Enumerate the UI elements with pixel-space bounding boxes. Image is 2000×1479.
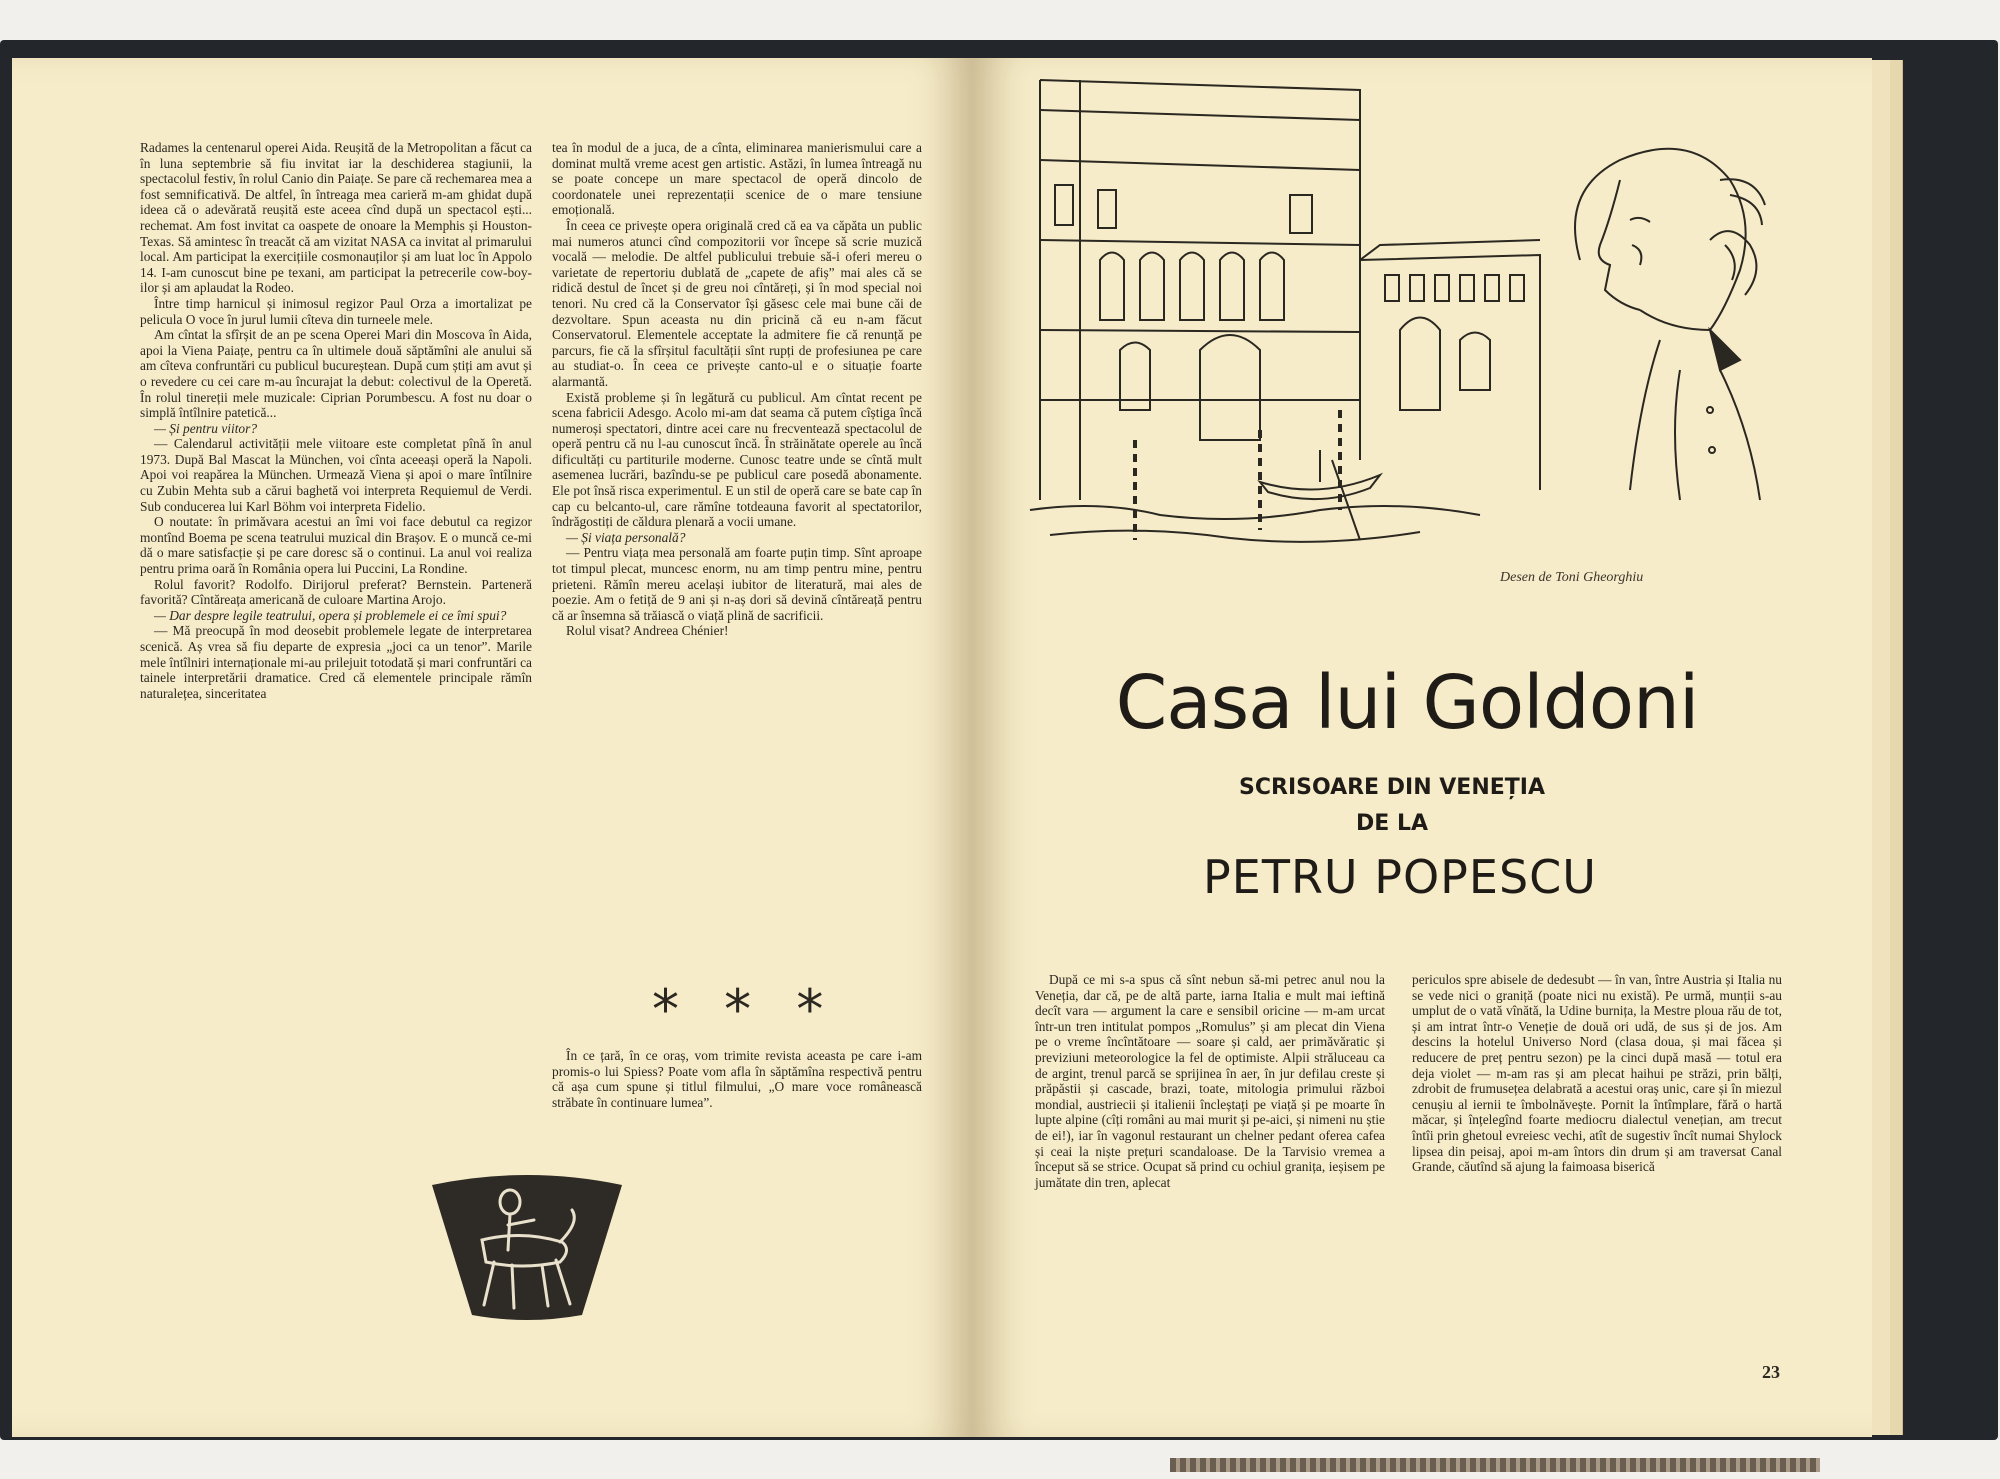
right-column-1 — [1035, 972, 1385, 1190]
paragraph: Rolul favorit? Rodolfo. Dirijorul preferat? Bernstein. Parteneră favorită? Cîntăreața americană de culoare Martina Arojo. — [140, 576, 532, 608]
subtitle-line: SCRISOARE DIN VENEȚIA — [1239, 775, 1545, 800]
left-column-2-closing — [552, 1048, 922, 1110]
greek-vase-illustration — [422, 1170, 632, 1320]
left-column-2 — [552, 140, 922, 639]
interview-question: — Și viața personală? — [566, 529, 686, 545]
paragraph: periculos spre abisele de dedesubt — în van, între Austria și Italia nu se vede nici o graniță (poate nici nu există). Pe urmă, munții s-au umplut de o vată vînătă, la Udine burnița, la Mestre ploua rău de tot, și am intrat într-o Veneție de două ori udă, de sus și de jos. Am descins la hotelul Universo Nord (clasa doua, și mai făcea și reducere de preț pentru sezon) pe la cinci după masă — totul era deja violet — m-am ras și am plecat haihui pe străzi, prin bălți, zdrobit de frumusețea delabrată a acestui oraș unic, care și în miezul cenușiu al iernii te îmbolnăvește. Pornit la întîmplare, fără o hartă măcar, și înțelegînd foarte mediocru dialectul venețian, am trecut întîi prin ghetoul evreiesc vechi, atît de sugestiv încît numai Shylock lipsea din peisaj, apoi m-am întors din drum și am traversat Canal Grande, căutînd să ajung la faimoasa biserică — [1412, 972, 1782, 1175]
page-number: 23 — [1762, 1362, 1780, 1382]
page-edges — [1872, 60, 1891, 1435]
paragraph: Am cîntat la sfîrșit de an pe scena Operei Mari din Moscova în Aida, apoi la Viena Paiațe, pentru ca în ultimele două săptămîni ale anului să am cîteva confruntări cu publicul bucureștean. După cum știți am avut și o revedere cu cei care m-au încurajat la debut: colectivul de la Operetă. În rolul tinereții mele muzicale: Ciprian Porumbescu. A fost nu doar o simplă întîlnire patetică... — [140, 327, 532, 421]
paragraph: Există probleme și în legătură cu publicul. Am cîntat recent pe scena fabricii Adesgo. Acolo mi-am dat seama că putem cîștiga încă numeroși spectatori, dintre acei care nu frecventează spectacolul de operă pentru că nu l-au cunoscut încă. În străinătate operele au încă dificultăți cu partiturile moderne. Cunosc teatre unde se cîntă mult asemenea lucrări, bazîndu-se pe publicul care posedă abonamente. Ele pot însă risca experimentul. E un stil de operă care se bate cap în cap cu belcanto-ul, care rămîne totdeauna favorit al spectatorilor, îndrăgostiți de căldura plenară a vocii umane. — [552, 389, 922, 530]
paragraph: O noutate: în primăvara acestui an îmi voi face debutul ca regizor montînd Boema pe scena teatrului muzical din Brașov. E o muncă ce-mi dă o mare satisfacție și pe care doresc să o continui. La anul voi realiza pentru prima oară în România opera lui Puccini, La Rondine. — [140, 514, 532, 577]
right-column-2 — [1412, 972, 1782, 1175]
subtitle-line: DE LA — [1356, 811, 1428, 836]
paragraph: După ce mi s-a spus că sînt nebun să-mi petrec anul nou la Veneția, dar că, pe de altă parte, iarna Italia e mult mai ieftină decît vara — argument la care e sensibil oricine — m-am urcat într-un tren intitulat pompos „Romulus” și am plecat din Viena pe o vreme încîntătoare — soare și cald, aer primăvăratic și previziuni meteorologice la fel de optimiste. Alpii străluceau ca de argint, trenul parcă se sprijinea în aer, în jur defilau creste și prăpăstii și cascade, brazi, toate, mitologia primului război mondial, austriecii și italienii încleștați pe viață și pe moarte în lupte alpine (cîți români au mai murit și pe-aici, și nimeni nu știe de ei!), iar în vagonul restaurant un chelner pedant oferea cafea și ceai la niște prețuri scandaloase. De la Tarvisio vremea a început să se strice. Ocupat să prind cu ochiul granița, ieșisem pe jumătate din tren, aplecat — [1035, 972, 1385, 1190]
page-bottom-strip — [1170, 1458, 1820, 1472]
paragraph: Rolul visat? Andreea Chénier! — [566, 623, 729, 639]
article-author: PETRU POPESCU — [1203, 850, 1597, 904]
paragraph: În ceea ce privește opera originală cred că ea va căpăta un public mai numeros atunci cînd compozitorii vor începe să scrie muzică vocală — melodie. De altfel publicului trebuie să-i oferi mereu o varietate de repertoriu dublată de „capete de afiș” mai ales că se ridică destul de încet și de greu noi cîntăreți, și în mod special noi tenori. Nu cred că la Conservator își găsesc cele mai bune căi de dezvoltare. Spun aceasta nu din pricină că eu n-am făcut Conservatorul. Elementele acceptate la admitere fie că renunță pe parcurs, fie că la sfîrșitul facultății sînt rupți de profesiunea pe care au studiat-o. În ceea ce privește canto-ul e o situație foarte alarmantă. — [552, 217, 922, 389]
paragraph: Între timp harnicul și inimosul regizor Paul Orza a imortalizat pe pelicula O voce în jurul lumii cîteva din turneele mele. — [140, 295, 532, 327]
section-separator-stars: * * * — [652, 978, 838, 1041]
paragraph: Radames la centenarul operei Aida. Reușită de la Metropolitan a făcut ca în luna septembrie să fiu invitat iar la deschiderea stagiunii, la spectacolul festiv, în rolul Canio din Paiațe. Se pare că rechemarea mea a fost semnificativă. De altfel, în întreaga mea carieră m-am ghidat după ideea că o adevărată reușită este aceea cînd după un spectacol ești... rechemat. Am fost invitat ca oaspete de onoare la Memphis și Houston-Texas. Să amintesc în treacăt că am vizitat NASA ca invitat al primarului local. Am participat la exercițiile cosmonauților și am luat loc în Appolo 14. I-am cunoscut bine pe texani, am participat la petrecerile cow-boy-ilor și am aplaudat la Rodeo. — [140, 140, 532, 296]
paragraph: — Mă preocupă în mod deosebit problemele legate de interpretarea scenică. Aș vrea să fiu departe de expresia „joci ca un tenor”. Marile mele întîlniri internaționale mi-au prilejuit totodată și mari confruntări ca tainele interpretării dramatice. Cred că elementele principale rămîn naturalețea, sinceritatea — [140, 623, 532, 701]
article-subtitle — [1162, 770, 1622, 842]
interview-question: — Și pentru viitor? — [154, 420, 258, 436]
interview-question: — Dar despre legile teatrului, opera și problemele ei ce îmi spui? — [154, 607, 507, 623]
paragraph: — Calendarul activității mele viitoare este completat pînă în anul 1973. După Bal Mascat la München, voi cînta aceeași operă la Napoli. Apoi voi reapărea la München. Urmează Viena și apoi o mare întîlnire cu Zubin Mehta sub a cărui baghetă voi interpreta Requiemul de Verdi. Sub conducerea lui Karl Böhm voi interpreta Fidelio. — [140, 436, 532, 514]
venice-goldoni-illustration — [1020, 70, 1780, 560]
article-title: Casa lui Goldoni — [1115, 660, 1699, 746]
left-column-1 — [140, 140, 532, 701]
page-edges-2 — [1890, 60, 1903, 1435]
illustration-credit: Desen de Toni Gheorghiu — [1500, 570, 1644, 585]
paragraph: — Pentru viața mea personală am foarte puțin timp. Sînt aproape tot timpul plecat, muncesc enorm, nu am timp pentru mine, pentru prieteni. Rămîn mereu același iubitor de literatură, mai ales de poezie. Am o fetiță de 9 ani și n-aș dori să devină cîntăreață pentru că ar însemna să trăiască o viață plină de sacrificii. — [552, 545, 922, 623]
paragraph: tea în modul de a juca, de a cînta, eliminarea manierismului care a dominat multă vreme acest gen artistic. Astăzi, în lumea întreagă nu se poate concepe un mare spectacol de operă dincolo de coordonatele unei reprezentații scenice de o mare tensiune emoțională. — [552, 140, 922, 218]
paragraph: În ce țară, în ce oraș, vom trimite revista aceasta pe care i-am promis-o lui Spiess? Poate vom afla în săptămîna respectivă pentru că așa cum spune și titlul filmului, „O mare voce românească străbate în continuare lumea”. — [552, 1048, 922, 1110]
